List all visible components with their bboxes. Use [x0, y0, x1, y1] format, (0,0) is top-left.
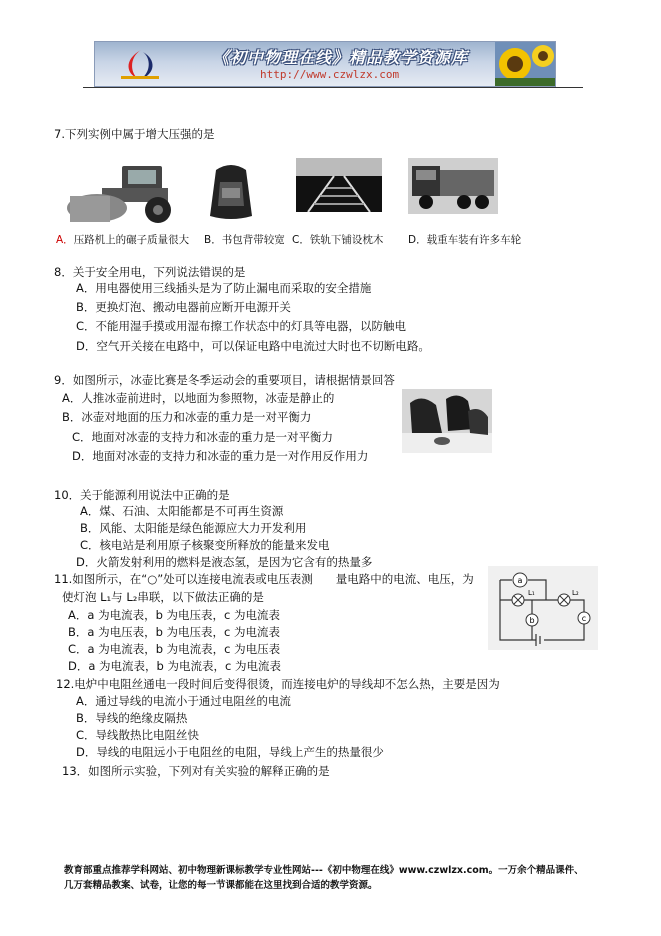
footer-line-2: 几万套精品教案、试卷，让您的每一节课都能在这里找到合适的教学资源。 [64, 880, 378, 891]
q10-option-d: D．火箭发射利用的燃料是液态氢，是因为它含有的热量多 [76, 555, 373, 569]
circuit-label-a: a [517, 576, 523, 585]
sunflower-image [495, 42, 555, 86]
q12-option-c: C．导线散热比电阻丝快 [76, 728, 200, 742]
q9-option-b: B．冰壶对地面的压力和冰壶的重力是一对平衡力 [62, 410, 312, 424]
q12-option-a: A．通过导线的电流小于通过电阻丝的电流 [76, 694, 291, 708]
truck-image [408, 158, 498, 214]
q11-option-c: C．a 为电流表，b 为电流表，c 为电压表 [68, 642, 281, 656]
q12-option-b: B．导线的绝缘皮隔热 [76, 711, 188, 725]
question-9-stem: 9．如图所示，冰壶比赛是冬季运动会的重要项目，请根据情景回答 [54, 373, 395, 387]
banner-title: 《初中物理在线》精品教学资源库 [213, 48, 469, 67]
q8-option-a: A．用电器使用三线插头是为了防止漏电而采取的安全措施 [76, 281, 372, 295]
q7-caption-d: D．载重车装有许多车轮 [408, 234, 522, 246]
question-11-stem-line1: 11.如图所示，在“○”处可以连接电流表或电压表测 量电路中的电流、电压，为 [54, 572, 474, 586]
road-roller-image [62, 160, 180, 225]
backpack-image [202, 160, 260, 222]
q8-option-b: B．更换灯泡、搬动电器前应断开电源开关 [76, 300, 291, 314]
question-8-stem: 8．关于安全用电，下列说法错误的是 [54, 265, 246, 279]
circuit-label-c: c [581, 614, 587, 623]
q9-option-d: D．地面对冰壶的支持力和冰壶的重力是一对作用反作用力 [72, 449, 369, 463]
banner-url[interactable]: http://www.czwlzx.com [260, 68, 400, 81]
q11-option-a: A．a 为电流表，b 为电压表，c 为电流表 [68, 608, 281, 622]
q7-caption-b: B．书包背带较宽 [204, 234, 285, 246]
circuit-label-l1: L₁ [528, 589, 535, 597]
q8-option-d: D．空气开关接在电路中，可以保证电路中电流过大时也不切断电路。 [76, 339, 430, 353]
q7-caption-a: A．压路机上的碾子质量很大 [56, 234, 190, 246]
circuit-label-l2: L₂ [572, 589, 579, 597]
railway-image [296, 158, 382, 212]
question-7-stem: 7.下列实例中属于增大压强的是 [54, 127, 215, 141]
q11-option-d: D．a 为电流表，b 为电流表，c 为电流表 [68, 659, 281, 673]
q7-caption-c: C．铁轨下铺设枕木 [292, 234, 384, 246]
q9-option-a: A．人推冰壶前进时，以地面为参照物，冰壶是静止的 [62, 391, 335, 405]
question-11-stem-line2: 使灯泡 L₁与 L₂串联，以下做法正确的是 [62, 590, 264, 604]
site-logo [111, 46, 169, 82]
curling-image [402, 389, 492, 453]
header-divider [83, 87, 583, 88]
q10-option-c: C．核电站是利用原子核聚变所释放的能量来发电 [80, 538, 330, 552]
footer-line-1: 教育部重点推荐学科网站、初中物理新课标教学专业性网站---《初中物理在线》www.czwlzx.com。一万余个精品课件、 [64, 865, 584, 876]
circuit-label-b: b [529, 616, 535, 625]
question-10-stem: 10．关于能源利用说法中正确的是 [54, 488, 230, 502]
q10-option-a: A．煤、石油、太阳能都是不可再生资源 [80, 504, 284, 518]
q8-option-c: C．不能用湿手摸或用湿布擦工作状态中的灯具等电器，以防触电 [76, 319, 407, 333]
q12-option-d: D．导线的电阻远小于电阻丝的电阻，导线上产生的热量很少 [76, 745, 384, 759]
question-13-stem: 13．如图所示实验，下列对有关实验的解释正确的是 [62, 764, 330, 778]
header-banner [94, 41, 556, 87]
q9-option-c: C．地面对冰壶的支持力和冰壶的重力是一对平衡力 [72, 430, 334, 444]
q10-option-b: B．风能、太阳能是绿色能源应大力开发利用 [80, 521, 307, 535]
question-12-stem: 12.电炉中电阻丝通电一段时间后变得很烫，而连接电炉的导线却不怎么热，主要是因为 [56, 677, 500, 691]
q11-option-b: B．a 为电压表，b 为电压表，c 为电流表 [68, 625, 281, 639]
circuit-diagram [488, 566, 598, 650]
